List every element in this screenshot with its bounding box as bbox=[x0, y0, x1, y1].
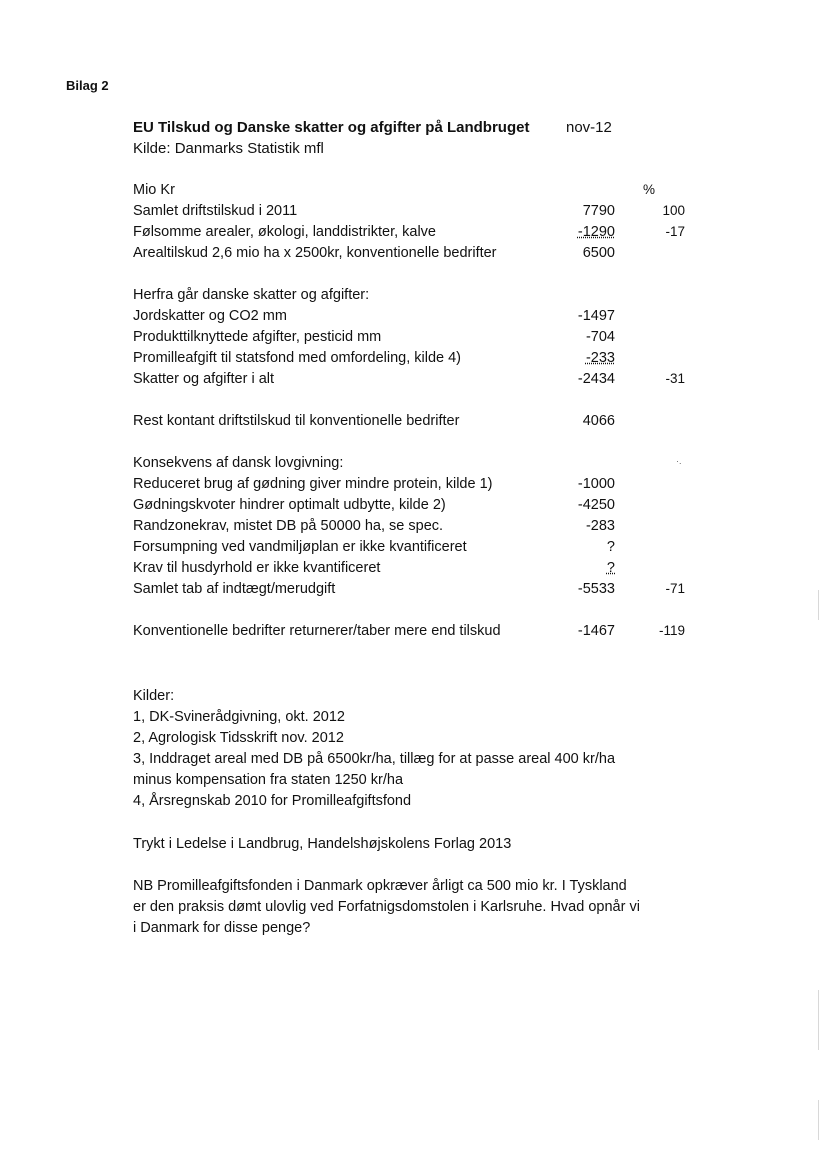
row-percent: 100 bbox=[662, 203, 685, 218]
source-item: minus kompensation fra staten 1250 kr/ha bbox=[133, 772, 404, 788]
source-item: 1, DK-Svinerådgivning, okt. 2012 bbox=[133, 709, 345, 725]
unit-label: Mio Kr bbox=[133, 182, 175, 198]
table-row bbox=[0, 329, 825, 350]
row-value: 7790 bbox=[582, 203, 615, 219]
row-label: Samlet tab af indtægt/merudgift bbox=[133, 581, 336, 597]
table-row bbox=[0, 539, 825, 560]
row-label: Reduceret brug af gødning giver mindre protein, kilde 1) bbox=[133, 476, 493, 492]
row-percent: -17 bbox=[665, 224, 685, 239]
row-percent: -119 bbox=[658, 623, 685, 638]
nb-note bbox=[133, 876, 640, 939]
row-value: 4066 bbox=[582, 413, 615, 429]
row-percent: -31 bbox=[665, 371, 685, 386]
row-value: -2434 bbox=[577, 371, 615, 387]
table-header-row bbox=[0, 182, 825, 203]
row-value: -1467 bbox=[577, 623, 615, 639]
row-value: ? bbox=[606, 560, 615, 576]
nb-note-line: er den praksis dømt ulovlig ved Forfatnigsdomstolen i Karlsruhe. Hvad opnår vi bbox=[133, 899, 640, 915]
scan-edge-mark bbox=[818, 1100, 819, 1140]
table-row bbox=[0, 623, 825, 644]
row-value: -704 bbox=[585, 329, 615, 345]
sources-heading: Kilder: bbox=[133, 688, 175, 704]
table-row bbox=[0, 203, 825, 224]
section-heading-row bbox=[0, 455, 825, 476]
document-source: Kilde: Danmarks Statistik mfl bbox=[133, 140, 324, 157]
row-label: Produkttilknyttede afgifter, pesticid mm bbox=[133, 329, 382, 345]
table-row bbox=[0, 350, 825, 371]
row-value: -233 bbox=[585, 350, 615, 366]
row-label: Jordskatter og CO2 mm bbox=[133, 308, 287, 324]
printed-note: Trykt i Ledelse i Landbrug, Handelshøjskolens Forlag 2013 bbox=[133, 836, 512, 852]
row-value: -1497 bbox=[577, 308, 615, 324]
source-item: 3, Inddraget areal med DB på 6500kr/ha, tillæg for at passe areal 400 kr/ha bbox=[133, 751, 616, 767]
table-row bbox=[0, 371, 825, 392]
nb-note-line: NB Promilleafgiftsfonden i Danmark opkræver årligt ca 500 mio kr. I Tyskland bbox=[133, 878, 627, 894]
table-row bbox=[0, 224, 825, 245]
table-row bbox=[0, 518, 825, 539]
scan-edge-mark bbox=[818, 990, 819, 1050]
nb-note-line: i Danmark for disse penge? bbox=[133, 920, 311, 936]
table-row bbox=[0, 497, 825, 518]
source-item: 2, Agrologisk Tidsskrift nov. 2012 bbox=[133, 730, 344, 746]
row-value: -5533 bbox=[577, 581, 615, 597]
row-label: Gødningskvoter hindrer optimalt udbytte, kilde 2) bbox=[133, 497, 446, 513]
stray-mark: ·. bbox=[676, 456, 682, 466]
row-label: Konventionelle bedrifter returnerer/taber mere end tilskud bbox=[133, 623, 501, 639]
row-value: -1000 bbox=[577, 476, 615, 492]
row-percent: -71 bbox=[665, 581, 685, 596]
row-value: -1290 bbox=[577, 224, 615, 240]
table-row bbox=[0, 581, 825, 602]
table-row bbox=[0, 308, 825, 329]
row-label: Herfra går danske skatter og afgifter: bbox=[133, 287, 370, 303]
row-value: ? bbox=[606, 539, 615, 555]
row-label: Rest kontant driftstilskud til konventionelle bedrifter bbox=[133, 413, 460, 429]
row-label: Promilleafgift til statsfond med omfordeling, kilde 4) bbox=[133, 350, 462, 366]
row-label: Følsomme arealer, økologi, landdistrikter, kalve bbox=[133, 224, 436, 240]
row-label: Skatter og afgifter i alt bbox=[133, 371, 275, 387]
row-label: Konsekvens af dansk lovgivning: bbox=[133, 455, 344, 471]
source-item: 4, Årsregnskab 2010 for Promilleafgiftsfond bbox=[133, 793, 412, 809]
document-title: EU Tilskud og Danske skatter og afgifter på Landbruget bbox=[133, 119, 530, 136]
row-value: -283 bbox=[585, 518, 615, 534]
row-label: Arealtilskud 2,6 mio ha x 2500kr, konventionelle bedrifter bbox=[133, 245, 497, 261]
row-value: -4250 bbox=[577, 497, 615, 513]
row-label: Krav til husdyrhold er ikke kvantificeret bbox=[133, 560, 381, 576]
table-row bbox=[0, 476, 825, 497]
section-heading-row bbox=[0, 287, 825, 308]
document-date: nov-12 bbox=[566, 119, 612, 136]
table-row bbox=[0, 413, 825, 434]
row-value: 6500 bbox=[582, 245, 615, 261]
sources-section bbox=[133, 686, 615, 812]
percent-header: % bbox=[642, 182, 655, 197]
table-row bbox=[0, 245, 825, 266]
scan-edge-mark bbox=[818, 590, 819, 620]
row-label: Samlet driftstilskud i 2011 bbox=[133, 203, 298, 219]
table-row bbox=[0, 560, 825, 581]
row-label: Randzonekrav, mistet DB på 50000 ha, se spec. bbox=[133, 518, 444, 534]
row-label: Forsumpning ved vandmiljøplan er ikke kvantificeret bbox=[133, 539, 467, 555]
annex-label: Bilag 2 bbox=[66, 78, 109, 93]
